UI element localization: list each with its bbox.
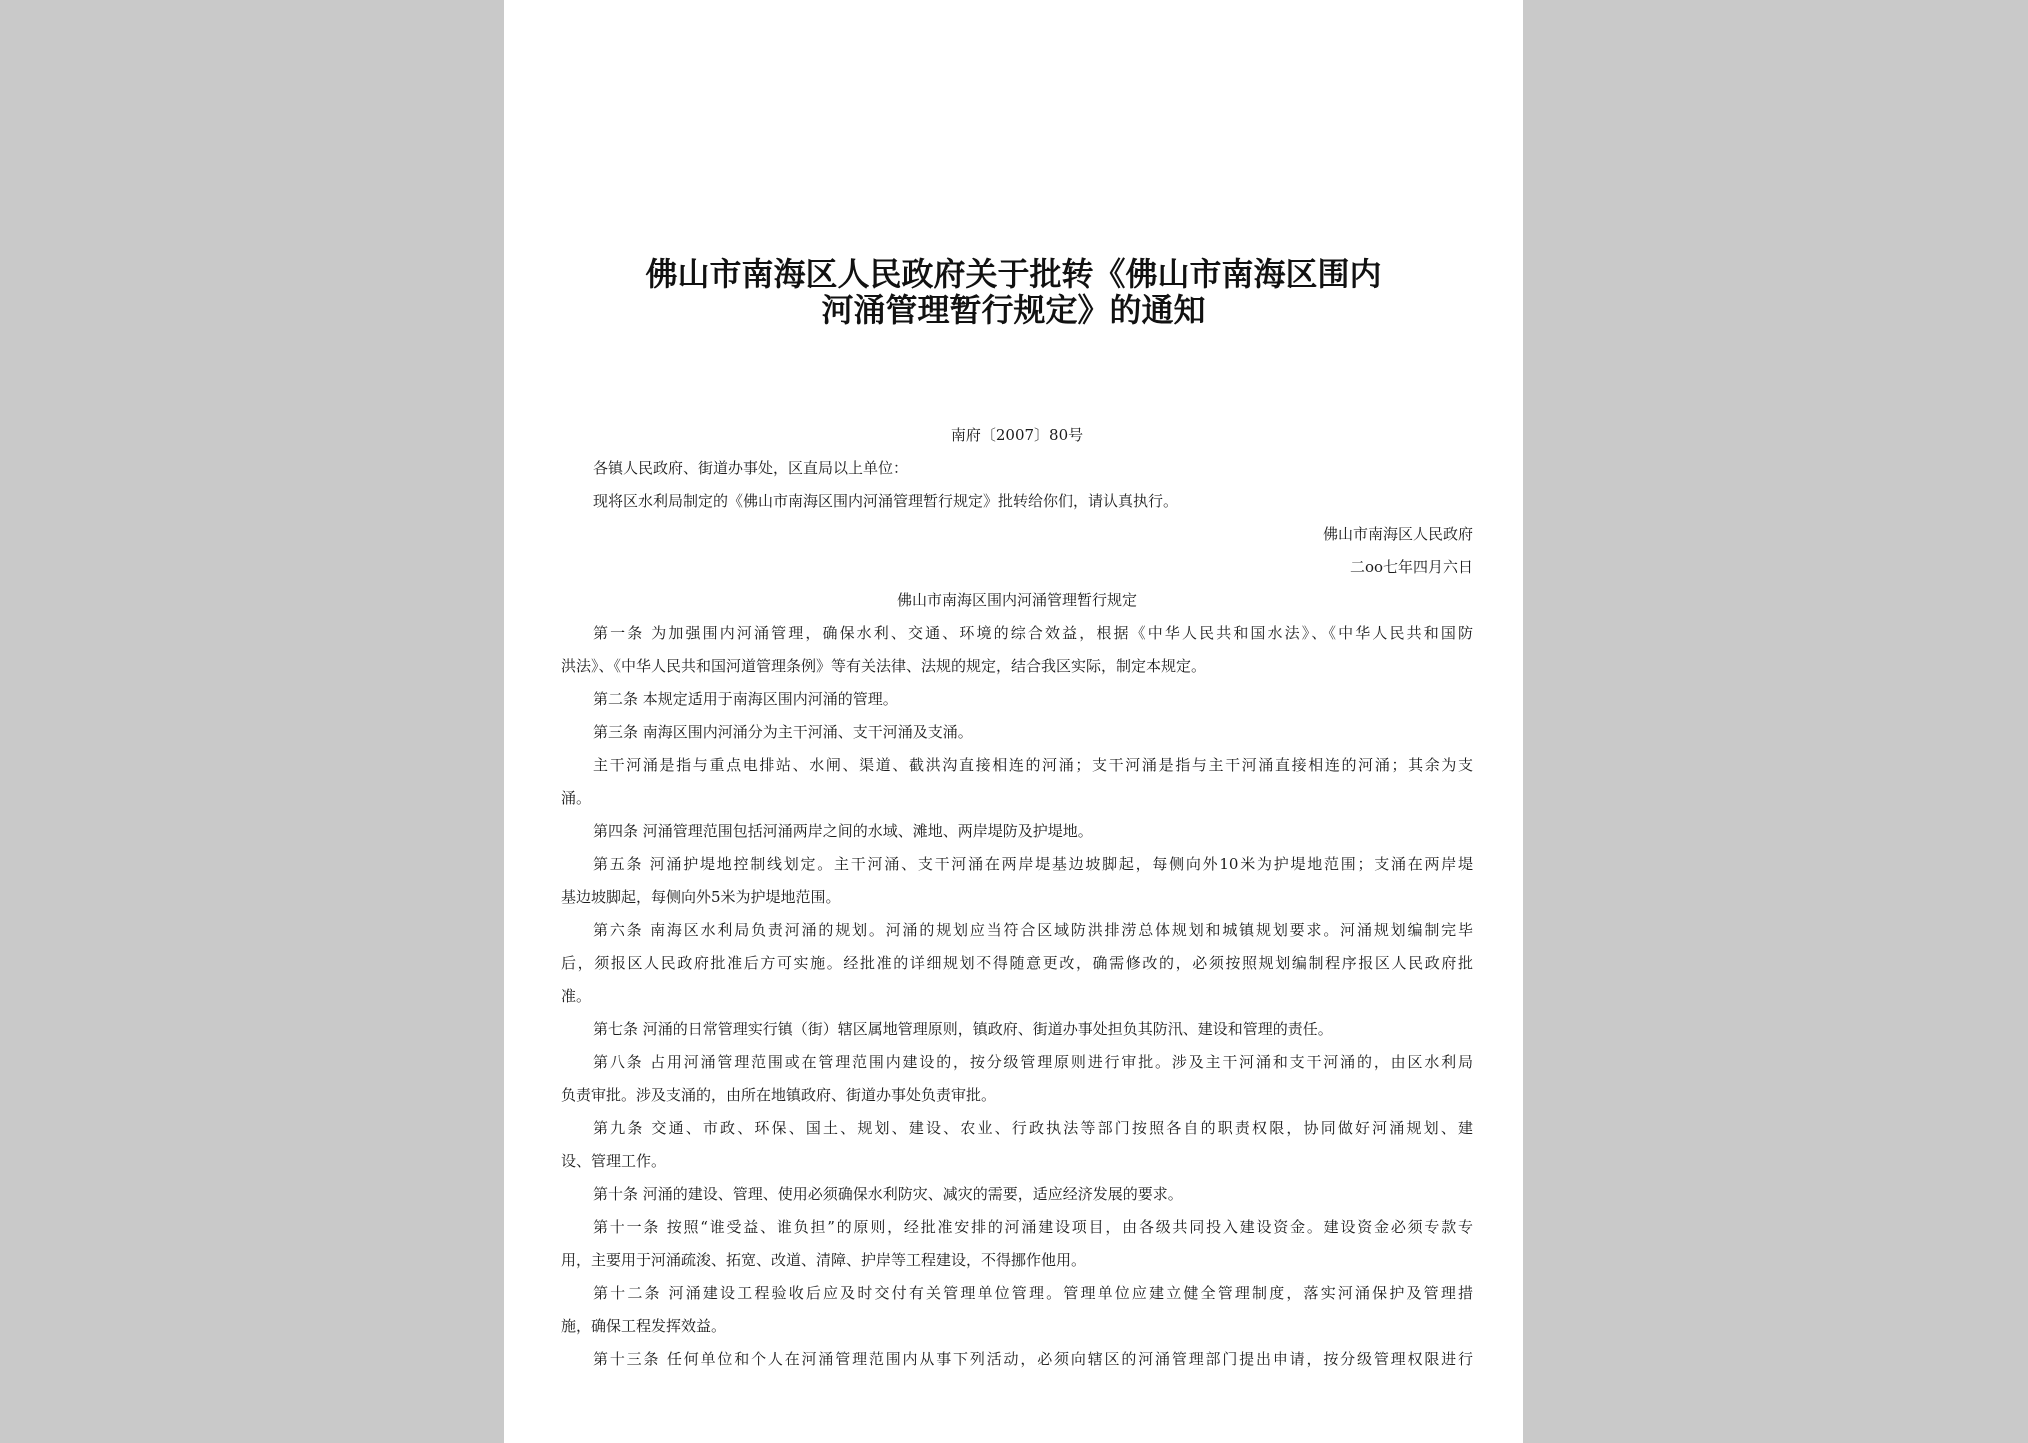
regulation-line: 第十一条 按照“谁受益、谁负担”的原则，经批准安排的河涌建设项目，由各级共同投入建设资金。建设资金必须专款专	[593, 1218, 1473, 1236]
regulation-line: 第十二条 河涌建设工程验收后应及时交付有关管理单位管理。管理单位应建立健全管理制度，落实河涌保护及管理措	[593, 1284, 1473, 1302]
regulation-line: 设、管理工作。	[561, 1152, 667, 1170]
regulation-line: 施，确保工程发挥效益。	[561, 1317, 727, 1335]
regulation-line: 第一条 为加强围内河涌管理，确保水利、交通、环境的综合效益，根据《中华人民共和国水法》、《中华人民共和国防	[593, 624, 1473, 642]
regulation-line: 用，主要用于河涌疏浚、拓宽、改道、清障、护岸等工程建设，不得挪作他用。	[561, 1251, 1087, 1269]
intro-paragraph: 现将区水利局制定的《佛山市南海区围内河涌管理暂行规定》批转给你们，请认真执行。	[593, 492, 1179, 510]
addressee: 各镇人民政府、街道办事处，区直局以上单位：	[593, 459, 909, 477]
regulation-line: 第六条 南海区水利局负责河涌的规划。河涌的规划应当符合区域防洪排涝总体规划和城镇规划要求。河涌规划编制完毕	[593, 921, 1473, 939]
regulation-text	[561, 617, 1473, 1376]
regulation-line: 第八条 占用河涌管理范围或在管理范围内建设的，按分级管理原则进行审批。涉及主干河涌和支干河涌的，由区水利局	[593, 1053, 1473, 1071]
document-title-line-2: 河涌管理暂行规定》的通知	[821, 291, 1206, 329]
issuer: 佛山市南海区人民政府	[1322, 525, 1473, 543]
regulation-line: 第五条 河涌护堤地控制线划定。主干河涌、支干河涌在两岸堤基边坡脚起，每侧向外10米为护堤地范围；支涌在两岸堤	[593, 855, 1473, 873]
document-title-line-1: 佛山市南海区人民政府关于批转《佛山市南海区围内	[645, 255, 1382, 293]
regulation-line: 第九条 交通、市政、环保、国土、规划、建设、农业、行政执法等部门按照各自的职责权限，协同做好河涌规划、建	[593, 1119, 1473, 1137]
regulation-line: 涌。	[561, 789, 592, 807]
regulation-line: 基边坡脚起，每侧向外5米为护堤地范围。	[561, 888, 841, 906]
regulation-line: 第三条 南海区围内河涌分为主干河涌、支干河涌及支涌。	[593, 723, 973, 741]
document-body	[561, 419, 1473, 1376]
regulation-line: 洪法》、《中华人民共和国河道管理条例》等有关法律、法规的规定，结合我区实际，制定本规定。	[561, 657, 1207, 675]
regulation-line: 第十三条 任何单位和个人在河涌管理范围内从事下列活动，必须向辖区的河涌管理部门提出申请，按分级管理权限进行	[593, 1350, 1473, 1368]
regulation-line: 负责审批。涉及支涌的，由所在地镇政府、街道办事处负责审批。	[561, 1086, 997, 1104]
regulation-title: 佛山市南海区围内河涌管理暂行规定	[896, 591, 1137, 609]
regulation-line: 第二条 本规定适用于南海区围内河涌的管理。	[593, 690, 898, 708]
regulation-line: 主干河涌是指与重点电排站、水闸、渠道、截洪沟直接相连的河涌；支干河涌是指与主干河涌直接相连的河涌；其余为支	[593, 756, 1473, 774]
document-page	[504, 0, 1523, 1443]
regulation-line: 第四条 河涌管理范围包括河涌两岸之间的水域、滩地、两岸堤防及护堤地。	[593, 822, 1093, 840]
document-title	[504, 256, 1523, 328]
document-number: 南府〔2007〕80号	[950, 426, 1084, 444]
regulation-line: 第七条 河涌的日常管理实行镇（街）辖区属地管理原则，镇政府、街道办事处担负其防汛、建设和管理的责任。	[593, 1020, 1333, 1038]
regulation-line: 准。	[561, 987, 592, 1005]
regulation-line: 第十条 河涌的建设、管理、使用必须确保水利防灾、减灾的需要，适应经济发展的要求。	[593, 1185, 1183, 1203]
regulation-line: 后，须报区人民政府批准后方可实施。经批准的详细规划不得随意更改，确需修改的，必须按照规划编制程序报区人民政府批	[561, 954, 1473, 972]
issue-date: 二oo七年四月六日	[1349, 558, 1473, 576]
